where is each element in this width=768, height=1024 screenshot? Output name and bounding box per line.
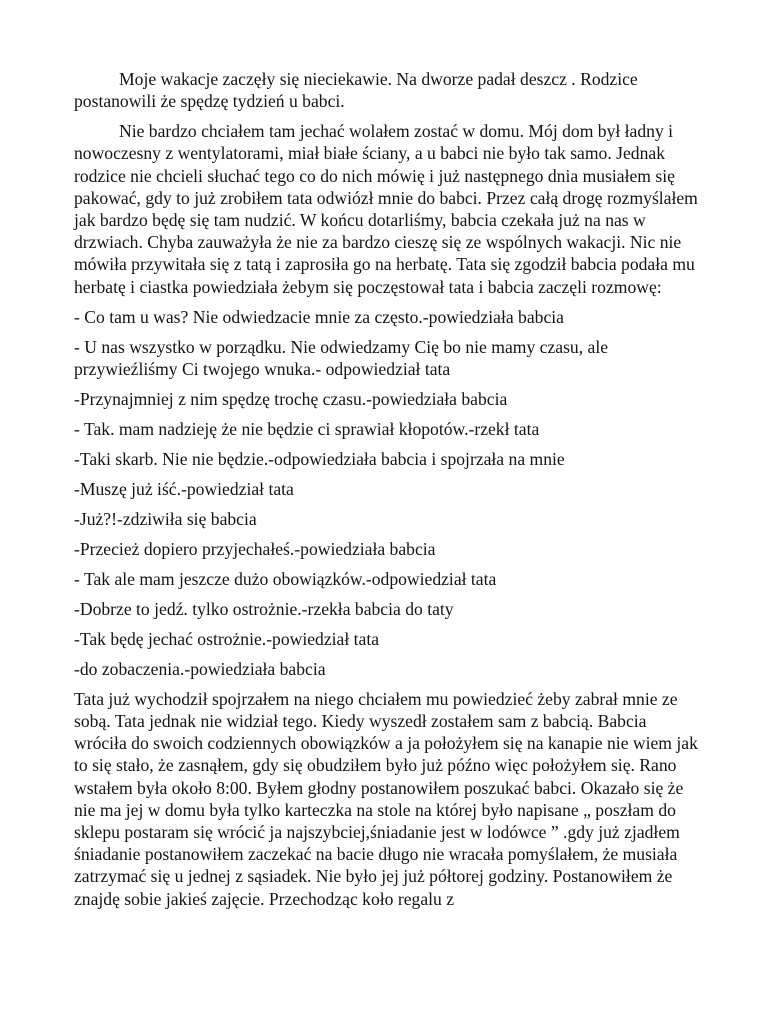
dialogue-line: -Muszę już iść.-powiedział tata (74, 478, 294, 499)
dialogue-line: -Taki skarb. Nie nie będzie.-odpowiedziała babcia i spojrzała na mnie (74, 448, 565, 469)
document-body (74, 68, 698, 910)
paragraph: Moje wakacje zaczęły się nieciekawie. Na dworze padał deszcz . Rodzice postanowili że spędzę tydzień u babci. (74, 69, 638, 112)
dialogue-line: - Tak. mam nadzieję że nie będzie ci sprawiał kłopotów.-rzekł tata (74, 418, 540, 439)
paragraph: Nie bardzo chciałem tam jechać wolałem zostać w domu. Mój dom był ładny i nowoczesny z wentylatorami, miał białe ściany, a u babci nie było tak samo. Jednak rodzice nie chcieli słuchać tego co do nich mówię i już następnego dnia musiałem się pakować, gdy to już zrobiłem tata odwiózł mnie do babci. Przez całą drogę rozmyślałem jak bardzo będę się tam nudzić. W końcu dotarliśmy, babcia czekała już na nas w drzwiach. Chyba zauważyła że nie za bardzo cieszę się ze wspólnych wakacji. Nic nie mówiła przywitała się z tatą i zaprosiła go na herbatę. Tata się zgodził babcia podała mu herbatę i ciastka powiedziała żebym się poczęstował tata i babcia zaczęli rozmowę: (74, 121, 698, 297)
dialogue-line: - Tak ale mam jeszcze dużo obowiązków.-odpowiedział tata (74, 568, 497, 589)
paragraph: Tata już wychodził spojrzałem na niego chciałem mu powiedzieć żeby zabrał mnie ze sobą. Tata jednak nie widział tego. Kiedy wyszedł zostałem sam z babcią. Babcia wróciła do swoich codziennych obowiązków a ja położyłem się na kanapie nie wiem jak to się stało, że zasnąłem, gdy się obudziłem było już późno więc położyłem się. Rano wstałem była około 8:00. Byłem głodny postanowiłem poszukać babci. Okazało się że nie ma jej w domu była tylko karteczka na stole na której było napisane „ poszłam do sklepu postaram się wrócić ja najszybciej,śniadanie jest w lodówce ” .gdy już zjadłem śniadanie postanowiłem zaczekać na bacie długo nie wracała pomyślałem, że musiała zatrzymać się u jednej z sąsiadek. Nie było jej już półtorej godziny. Postanowiłem że znajdę sobie jakieś zajęcie. Przechodząc koło regalu z (74, 688, 698, 909)
dialogue-line: - Co tam u was? Nie odwiedzacie mnie za często.-powiedziała babcia (74, 306, 564, 327)
dialogue-line: - U nas wszystko w porządku. Nie odwiedzamy Cię bo nie mamy czasu, ale przywieźliśmy Ci twojego wnuka.- odpowiedział tata (74, 336, 609, 379)
dialogue-line: -Przecież dopiero przyjechałeś.-powiedziała babcia (74, 538, 436, 559)
dialogue-line: -Tak będę jechać ostrożnie.-powiedział tata (74, 628, 380, 649)
dialogue-line: -Dobrze to jedź. tylko ostrożnie.-rzekła babcia do taty (74, 598, 454, 619)
dialogue-line: -Już?!-zdziwiła się babcia (74, 508, 257, 529)
dialogue-line: -do zobaczenia.-powiedziała babcia (74, 658, 326, 679)
dialogue-line: -Przynajmniej z nim spędzę trochę czasu.-powiedziała babcia (74, 388, 508, 409)
